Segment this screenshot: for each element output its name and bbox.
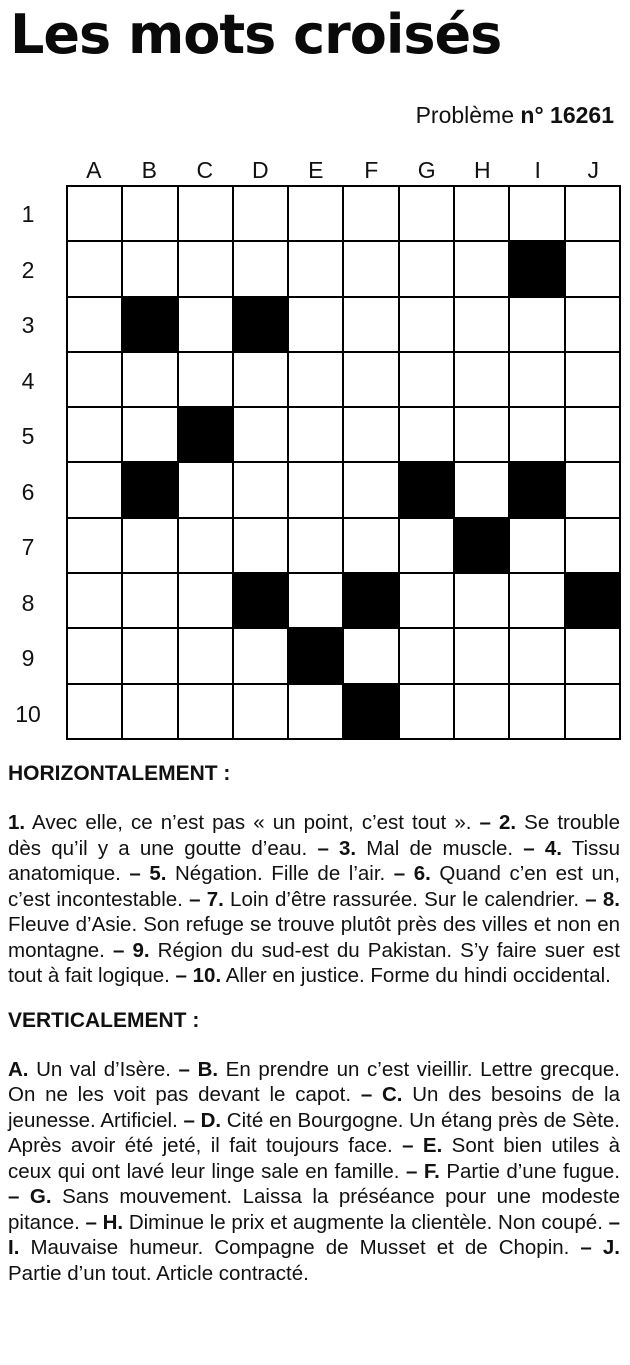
grid-cell[interactable] <box>289 685 342 738</box>
row-number: 3 <box>21 312 35 338</box>
grid-cell[interactable] <box>455 298 508 351</box>
grid-cell[interactable] <box>400 187 453 240</box>
clue-number: 3. <box>339 836 357 860</box>
problem-label: Problème <box>415 102 514 128</box>
grid-cell[interactable] <box>68 408 121 461</box>
row-number: 7 <box>21 534 35 560</box>
grid-cell[interactable] <box>400 574 453 627</box>
grid-cell[interactable] <box>400 685 453 738</box>
grid-cell[interactable] <box>510 629 563 682</box>
clue-separator: – <box>569 1236 603 1259</box>
grid-cell[interactable] <box>123 629 176 682</box>
grid-cell-black <box>400 463 453 516</box>
clue-number: 9. <box>132 938 150 962</box>
problem-number <box>416 102 614 129</box>
grid-cell[interactable] <box>400 298 453 351</box>
row-number: 1 <box>21 201 35 227</box>
grid-cell[interactable] <box>68 629 121 682</box>
column-letter: I <box>534 157 541 183</box>
clue-text: Sont bien utiles à ceux qui ont lavé leur linge sale en famille. <box>8 1134 620 1183</box>
grid-cell[interactable] <box>123 519 176 572</box>
clue-separator: – <box>120 862 150 885</box>
clue-number: I. <box>8 1236 20 1259</box>
grid-cell[interactable] <box>566 463 619 516</box>
clue-number: 7. <box>206 887 224 911</box>
grid-cell[interactable] <box>455 629 508 682</box>
clue-number: C. <box>381 1083 403 1106</box>
grid-cell[interactable] <box>179 353 232 406</box>
grid-cell[interactable] <box>510 298 563 351</box>
row-number: 2 <box>21 256 35 283</box>
grid-cell[interactable] <box>344 519 397 572</box>
grid-cell-black <box>455 519 508 572</box>
grid-cell[interactable] <box>289 353 342 406</box>
grid-cell[interactable] <box>344 187 397 240</box>
clue-text: Aller en justice. Forme du hindi occidental. <box>221 964 611 987</box>
column-letter: D <box>251 157 269 183</box>
page-title: Les mots croisés <box>10 3 502 66</box>
row-number: 8 <box>21 589 35 616</box>
grid-cell[interactable] <box>289 298 342 351</box>
clue-text: Fleuve d’Asie. Son refuge se trouve plutôt près des villes et non en montagne. <box>8 913 620 962</box>
grid-cell-black <box>234 298 287 351</box>
grid-cell[interactable] <box>566 519 619 572</box>
grid-cell[interactable] <box>289 519 342 572</box>
grid-cell[interactable] <box>510 408 563 461</box>
row-number: 6 <box>21 478 35 505</box>
grid-cell[interactable] <box>566 298 619 351</box>
clue-number: 10. <box>192 964 222 987</box>
clue-number: E. <box>422 1134 443 1157</box>
grid-cell-black <box>566 574 619 627</box>
grid-cell-black <box>510 242 563 295</box>
grid-cell[interactable] <box>344 298 397 351</box>
row-number: 10 <box>15 700 41 727</box>
grid-cell[interactable] <box>455 353 508 406</box>
clue-separator: – <box>579 887 603 911</box>
clue-text: Région du sud-est du Pakistan. S’y faire suer est tout à fait logique. <box>8 938 620 987</box>
clue-separator: – <box>351 1083 382 1106</box>
vertical-clues <box>8 1057 620 1287</box>
clues-panel <box>8 762 620 1286</box>
grid-cell[interactable] <box>123 685 176 738</box>
grid-cell[interactable] <box>123 353 176 406</box>
grid-cell[interactable] <box>566 408 619 461</box>
grid-cell[interactable] <box>510 685 563 738</box>
grid-cell[interactable] <box>179 519 232 572</box>
grid-cell-black <box>179 408 232 461</box>
clue-text: Un des besoins de la jeunesse. Artificiel. <box>8 1083 620 1132</box>
clue-text: Avec elle, ce n’est pas « un point, c’est tout ». <box>25 811 472 834</box>
column-letter: H <box>473 157 491 183</box>
grid-cell[interactable] <box>289 408 342 461</box>
clue-separator: – <box>399 1159 424 1183</box>
vertical-heading: VERTICALEMENT : <box>8 1008 200 1032</box>
clue-text: Loin d’être rassurée. Sur le calendrier. <box>223 887 580 911</box>
clue-separator: – <box>104 938 133 962</box>
clue-separator: – <box>177 1108 201 1132</box>
row-number: 9 <box>21 645 35 671</box>
clue-text: Partie d’un tout. Article contracté. <box>8 1261 309 1285</box>
grid-cell[interactable] <box>566 629 619 682</box>
clue-text: Tissu anatomique. <box>8 836 620 885</box>
column-letter: A <box>86 157 102 183</box>
clue-number: B. <box>197 1057 219 1081</box>
clue-separator: – <box>169 964 193 987</box>
clue-text: Un val d’Isère. <box>28 1057 171 1081</box>
grid-cell[interactable] <box>510 353 563 406</box>
grid-cell[interactable] <box>455 574 508 627</box>
grid-cell[interactable] <box>400 353 453 406</box>
grid-cell[interactable] <box>68 685 121 738</box>
grid-cell[interactable] <box>179 629 232 682</box>
grid-cell[interactable] <box>455 685 508 738</box>
grid-cell[interactable] <box>234 353 287 406</box>
grid-cell[interactable] <box>344 463 397 516</box>
grid-cell[interactable] <box>455 463 508 516</box>
horizontal-clues <box>8 810 620 989</box>
clue-number: 2. <box>498 811 517 834</box>
grid-cell[interactable] <box>68 519 121 572</box>
grid-cell[interactable] <box>123 574 176 627</box>
grid-cell[interactable] <box>344 408 397 461</box>
clue-separator: – <box>392 1134 423 1157</box>
grid-cell-black <box>234 574 287 627</box>
clue-number: D. <box>200 1108 222 1132</box>
grid-cell[interactable] <box>234 685 287 738</box>
grid-cell[interactable] <box>289 242 342 295</box>
grid-cell[interactable] <box>68 574 121 627</box>
row-number: 5 <box>21 423 35 449</box>
grid-cell[interactable] <box>179 685 232 738</box>
grid-cell[interactable] <box>344 242 397 295</box>
clue-number: G. <box>29 1185 52 1208</box>
grid-cell[interactable] <box>566 187 619 240</box>
grid-cell[interactable] <box>234 408 287 461</box>
crossword-grid <box>66 185 621 740</box>
column-letter: E <box>308 157 324 183</box>
clue-text: Mauvaise humeur. Compagne de Musset et de Chopin. <box>19 1236 570 1259</box>
grid-cell[interactable] <box>510 574 563 627</box>
grid-cell[interactable] <box>234 242 287 295</box>
column-letter: J <box>587 157 599 183</box>
column-letter: B <box>141 157 157 183</box>
clue-number: H. <box>102 1210 124 1234</box>
grid-cell-black <box>510 463 563 516</box>
grid-cell[interactable] <box>455 242 508 295</box>
grid-cell-black <box>344 574 397 627</box>
clue-number: 4. <box>544 836 562 860</box>
grid-cell[interactable] <box>455 187 508 240</box>
grid-cell[interactable] <box>234 187 287 240</box>
column-letter: C <box>196 157 214 183</box>
clue-text: Sans mouvement. Laissa la préséance pour une modeste pitance. <box>8 1185 620 1234</box>
grid-cell[interactable] <box>566 242 619 295</box>
clue-separator: – <box>8 1185 30 1208</box>
grid-cell[interactable] <box>566 685 619 738</box>
grid-cell[interactable] <box>510 187 563 240</box>
clue-text: Diminue le prix et augmente la clientèle. Non coupé. <box>123 1210 603 1234</box>
grid-cell[interactable] <box>400 242 453 295</box>
grid-cell[interactable] <box>179 298 232 351</box>
grid-cell-black <box>123 298 176 351</box>
horizontal-heading: HORIZONTALEMENT : <box>8 762 231 785</box>
grid-cell-black <box>123 463 176 516</box>
clue-text: Négation. Fille de l’air. <box>166 862 386 885</box>
grid-cell[interactable] <box>234 519 287 572</box>
grid-cell[interactable] <box>123 408 176 461</box>
grid-cell[interactable] <box>510 519 563 572</box>
grid-cell[interactable] <box>455 408 508 461</box>
clue-separator: – <box>170 1057 198 1081</box>
column-headers <box>66 157 621 183</box>
grid-cell[interactable] <box>344 353 397 406</box>
grid-cell-black <box>289 629 342 682</box>
clue-text: En prendre un c’est vieillir. Lettre grecque. On ne les voit pas devant le capot. <box>8 1057 620 1106</box>
grid-cell[interactable] <box>289 463 342 516</box>
grid-cell[interactable] <box>289 187 342 240</box>
grid-cell[interactable] <box>68 298 121 351</box>
clue-separator: – <box>471 811 499 834</box>
clue-text: Mal de muscle. <box>356 836 514 860</box>
grid-cell[interactable] <box>400 629 453 682</box>
grid-cell[interactable] <box>566 353 619 406</box>
grid-cell-black <box>344 685 397 738</box>
grid-cell[interactable] <box>179 187 232 240</box>
grid-cell[interactable] <box>123 187 176 240</box>
clue-number: 5. <box>149 862 167 885</box>
grid-cell[interactable] <box>234 629 287 682</box>
grid-cell[interactable] <box>179 463 232 516</box>
column-letter: F <box>364 157 379 183</box>
column-letter: G <box>417 157 436 183</box>
grid-cell[interactable] <box>123 242 176 295</box>
grid-cell[interactable] <box>400 408 453 461</box>
clue-separator: – <box>513 836 545 860</box>
grid-cell[interactable] <box>179 574 232 627</box>
clue-number: 6. <box>413 862 431 885</box>
grid-cell[interactable] <box>68 242 121 295</box>
clue-separator: – <box>385 862 414 885</box>
grid-cell[interactable] <box>289 574 342 627</box>
clue-separator: – <box>182 887 207 911</box>
problem-number-value: n° 16261 <box>520 102 614 128</box>
grid-cell[interactable] <box>68 463 121 516</box>
row-number: 4 <box>21 367 35 394</box>
grid-cell[interactable] <box>68 187 121 240</box>
clue-number: 1. <box>8 811 26 834</box>
grid-cell[interactable] <box>68 353 121 406</box>
grid-cell[interactable] <box>400 519 453 572</box>
clue-text: Se trouble dès qu’il y a une goutte d’eau. <box>8 811 620 860</box>
clue-number: J. <box>602 1236 620 1259</box>
grid-cell[interactable] <box>234 463 287 516</box>
grid-cell[interactable] <box>179 242 232 295</box>
clue-number: A. <box>8 1057 29 1081</box>
clue-text: Cité en Bourgogne. Un étang près de Sète. Après avoir été jeté, il fait toujours face. <box>8 1108 620 1157</box>
clue-separator: – <box>79 1210 103 1234</box>
clue-text: Quand c’en est un, c’est incontestable. <box>8 862 621 911</box>
clue-separator: – <box>602 1210 620 1234</box>
clue-text: Partie d’une fugue. <box>439 1159 620 1183</box>
clue-number: F. <box>423 1159 440 1183</box>
clue-number: 8. <box>602 887 621 911</box>
grid-cell[interactable] <box>344 629 397 682</box>
clue-separator: – <box>307 836 340 860</box>
